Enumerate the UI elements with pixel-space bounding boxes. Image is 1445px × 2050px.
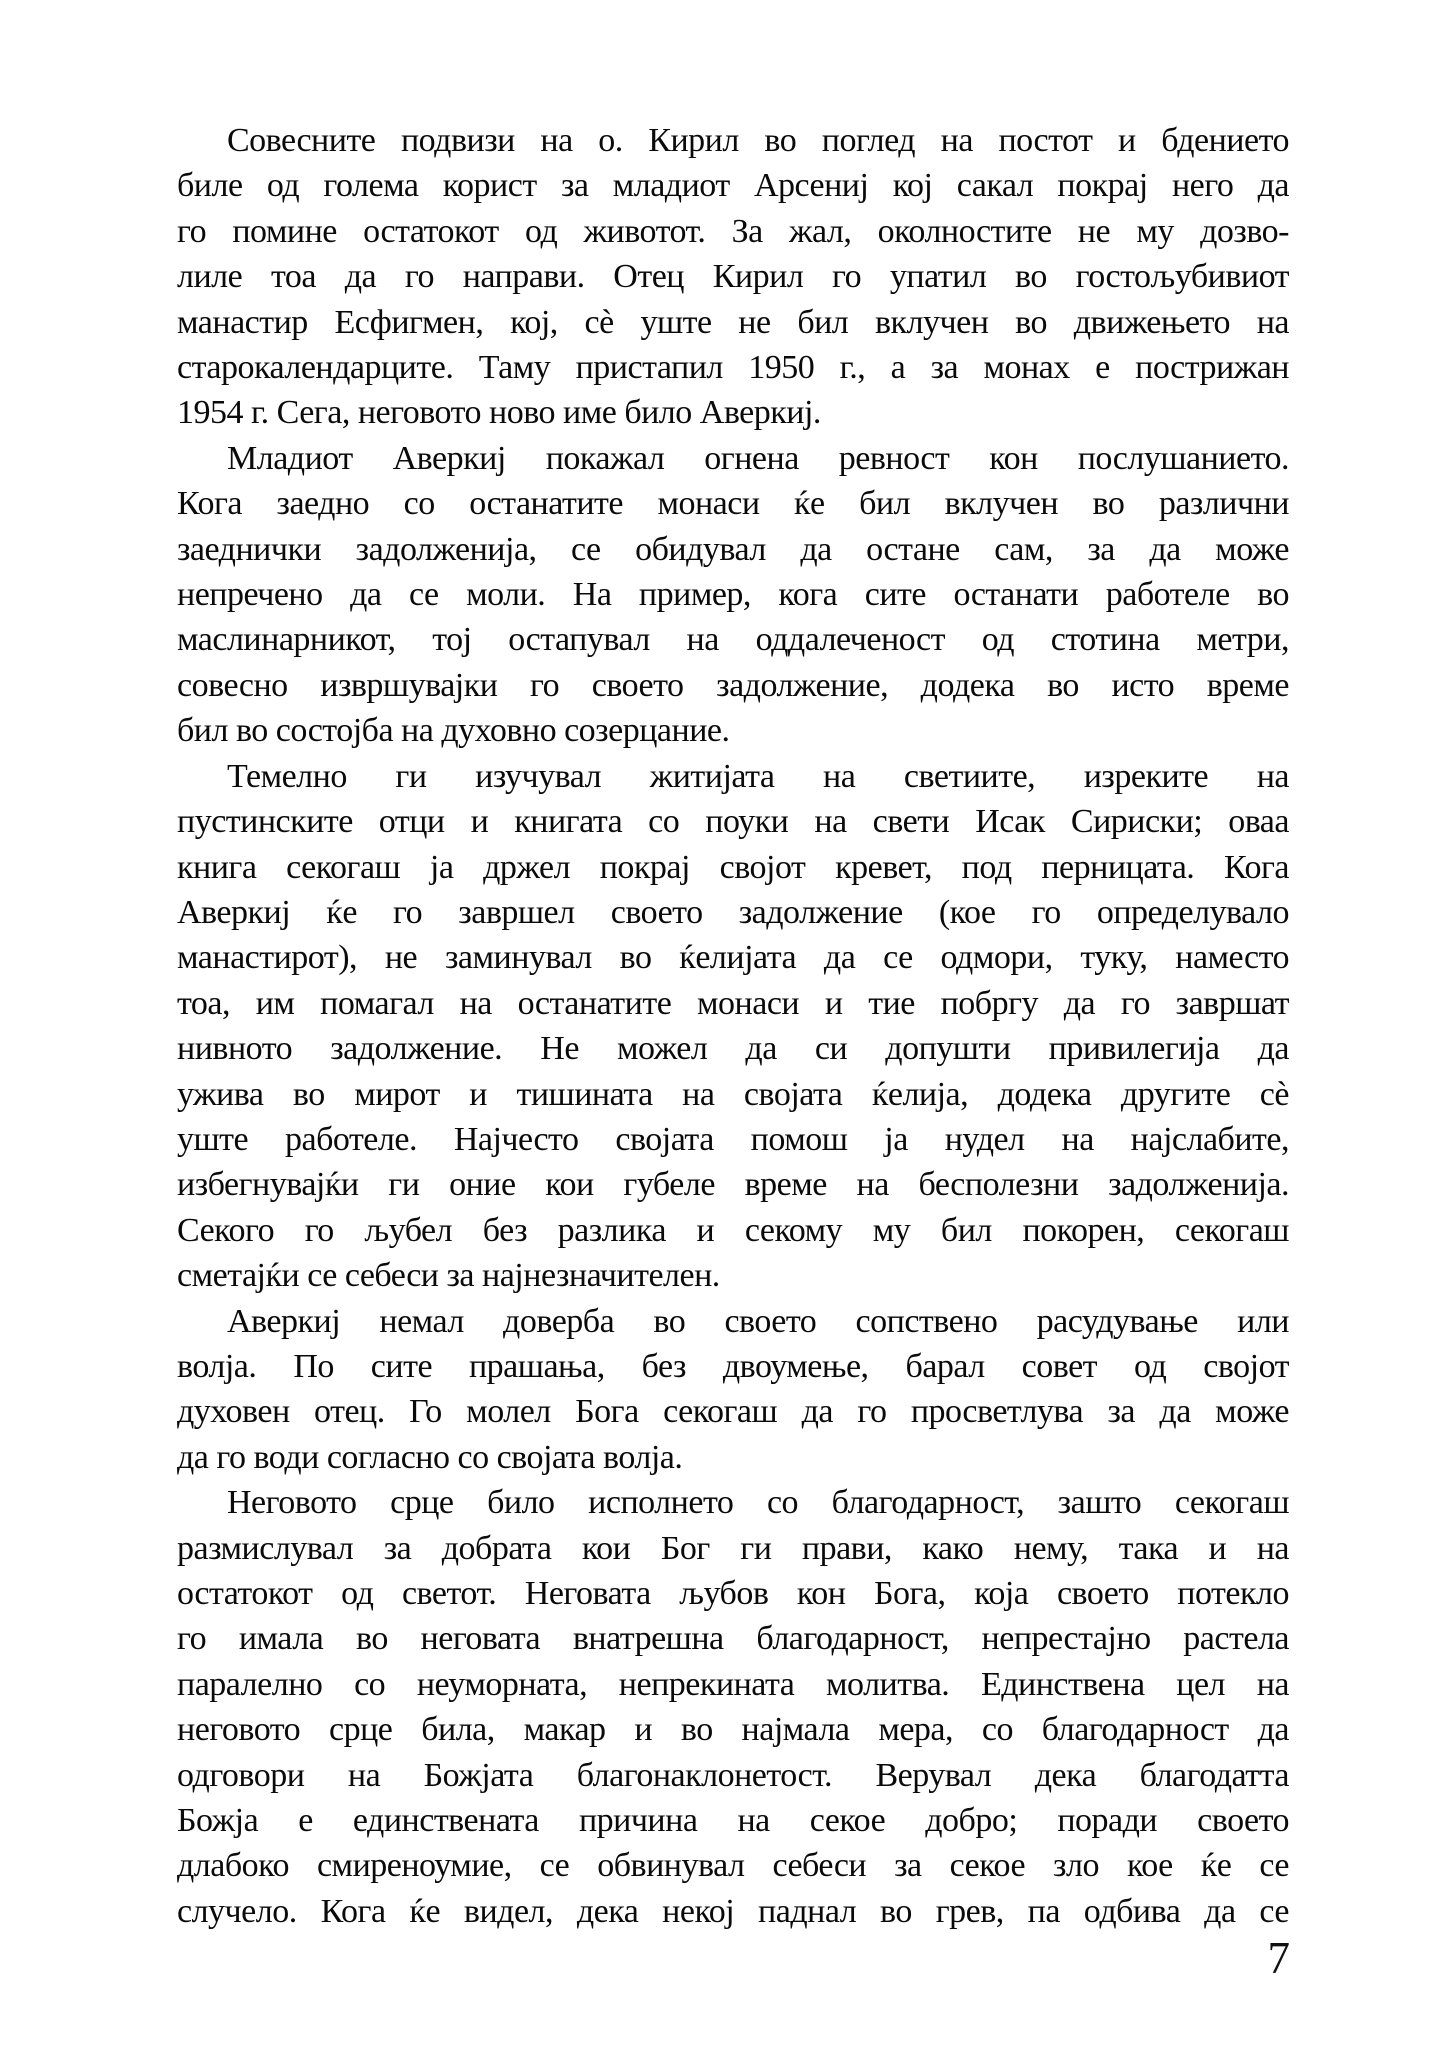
text-line: непречено да се моли. На пример, кога сите останати работеле во bbox=[177, 576, 1289, 614]
text-line: Неговото срце било исполнето со благодарност, зашто секогаш bbox=[227, 1484, 1289, 1522]
text-line: случело. Кога ќе видел, дека некој паднал во грев, па одбива да се bbox=[177, 1892, 1289, 1930]
paragraph bbox=[177, 1299, 1289, 1481]
text-line: уште работеле. Најчесто својата помош ја нудел на најслабите, bbox=[177, 1120, 1289, 1158]
text-line: длабоко смиреноумие, се обвинувал себеси за секое зло кое ќе се bbox=[177, 1847, 1289, 1885]
text-line: размислувал за добрата кои Бог ги прави, како нему, така и на bbox=[177, 1529, 1289, 1567]
text-line: одговори на Божјата благонаклонетост. Верувал дека благодатта bbox=[177, 1756, 1289, 1794]
text-line: го имала во неговата внатрешна благодарност, непрестајно растела bbox=[177, 1620, 1289, 1658]
text-line: заеднички задолженија, се обидувал да остане сам, за да може bbox=[177, 530, 1289, 568]
text-line: сметајќи се себеси за најнезначителен. bbox=[177, 1257, 720, 1295]
text-line: манастирот), не заминувал во ќелијата да се одмори, туку, наместо bbox=[177, 939, 1289, 977]
page-number: 7 bbox=[1267, 1933, 1290, 1983]
text-line: избегнувајќи ги оние кои губеле време на бесполезни задолженија. bbox=[177, 1166, 1289, 1204]
text-line: книга секогаш ја држел покрај својот кревет, под перницата. Кога bbox=[177, 848, 1289, 886]
text-line: пустинските отци и книгата со поуки на свети Исак Сириски; оваа bbox=[177, 803, 1289, 841]
text-line: маслинарникот, тој остапувал на оддалеченост од стотина метри, bbox=[177, 621, 1289, 659]
text-line: Кога заедно со останатите монаси ќе бил вклучен во различни bbox=[177, 485, 1289, 523]
paragraph bbox=[177, 436, 1289, 754]
text-line: манастир Есфигмен, кој, сѐ уште не бил вклучен во движењето на bbox=[177, 303, 1289, 341]
text-line: лиле тоа да го направи. Отец Кирил го упатил во гостољубивиот bbox=[177, 258, 1289, 296]
text-line: ужива во мирот и тишината на својата ќелија, додека другите сѐ bbox=[177, 1075, 1289, 1113]
text-line: волја. По сите прашања, без двоумење, барал совет од својот bbox=[177, 1347, 1289, 1385]
text-line: Совесните подвизи на о. Кирил во поглед на постот и бдението bbox=[227, 122, 1289, 159]
text-line: старокалендарците. Таму пристапил 1950 г., а за монах е пострижан bbox=[177, 349, 1289, 387]
text-line: тоа, им помагал на останатите монаси и тие побргу да го завршат bbox=[177, 984, 1289, 1022]
text-line: Темелно ги изучувал житијата на светиите, изреките на bbox=[227, 757, 1289, 795]
paragraph bbox=[177, 754, 1289, 1299]
text-line: Аверкиј ќе го завршел своето задолжение (кое го определувало bbox=[177, 893, 1289, 931]
text-line: Аверкиј немал доверба во своето сопствено расудување или bbox=[227, 1302, 1289, 1340]
text-line: го помине остатокот од животот. За жал, околностите не му дозво- bbox=[177, 212, 1289, 250]
text-line: Божја е единствената причина на секое добро; поради своето bbox=[177, 1802, 1289, 1840]
page-text bbox=[177, 118, 1289, 1934]
paragraph bbox=[177, 118, 1289, 436]
text-line: да го води согласно со својата волја. bbox=[177, 1438, 683, 1476]
text-line: совесно извршувајки го своето задолжение, додека во исто време bbox=[177, 666, 1289, 704]
text-line: нивното задолжение. Не можел да си допушти привилегија да bbox=[177, 1030, 1289, 1068]
text-line: духовен отец. Го молел Бога секогаш да го просветлува за да може bbox=[177, 1393, 1289, 1431]
text-line: остатокот од светот. Неговата љубов кон Бога, која своето потекло bbox=[177, 1575, 1289, 1612]
text-line: Младиот Аверкиј покажал огнена ревност кон послушанието. bbox=[227, 439, 1289, 477]
paragraph bbox=[177, 1480, 1289, 1934]
text-line: Секого го љубел без разлика и секому му бил покорен, секогаш bbox=[177, 1211, 1289, 1249]
text-line: неговото срце била, макар и во најмала мера, со благодарност да bbox=[177, 1711, 1289, 1749]
text-line: паралелно со неуморната, непрекината молитва. Единствена цел на bbox=[177, 1665, 1289, 1703]
text-line: биле од голема корист за младиот Арсениј кој сакал покрај него да bbox=[177, 167, 1289, 205]
text-line: 1954 г. Сега, неговото ново име било Аверкиј. bbox=[177, 394, 821, 432]
text-line: бил во состојба на духовно созерцание. bbox=[177, 712, 730, 750]
